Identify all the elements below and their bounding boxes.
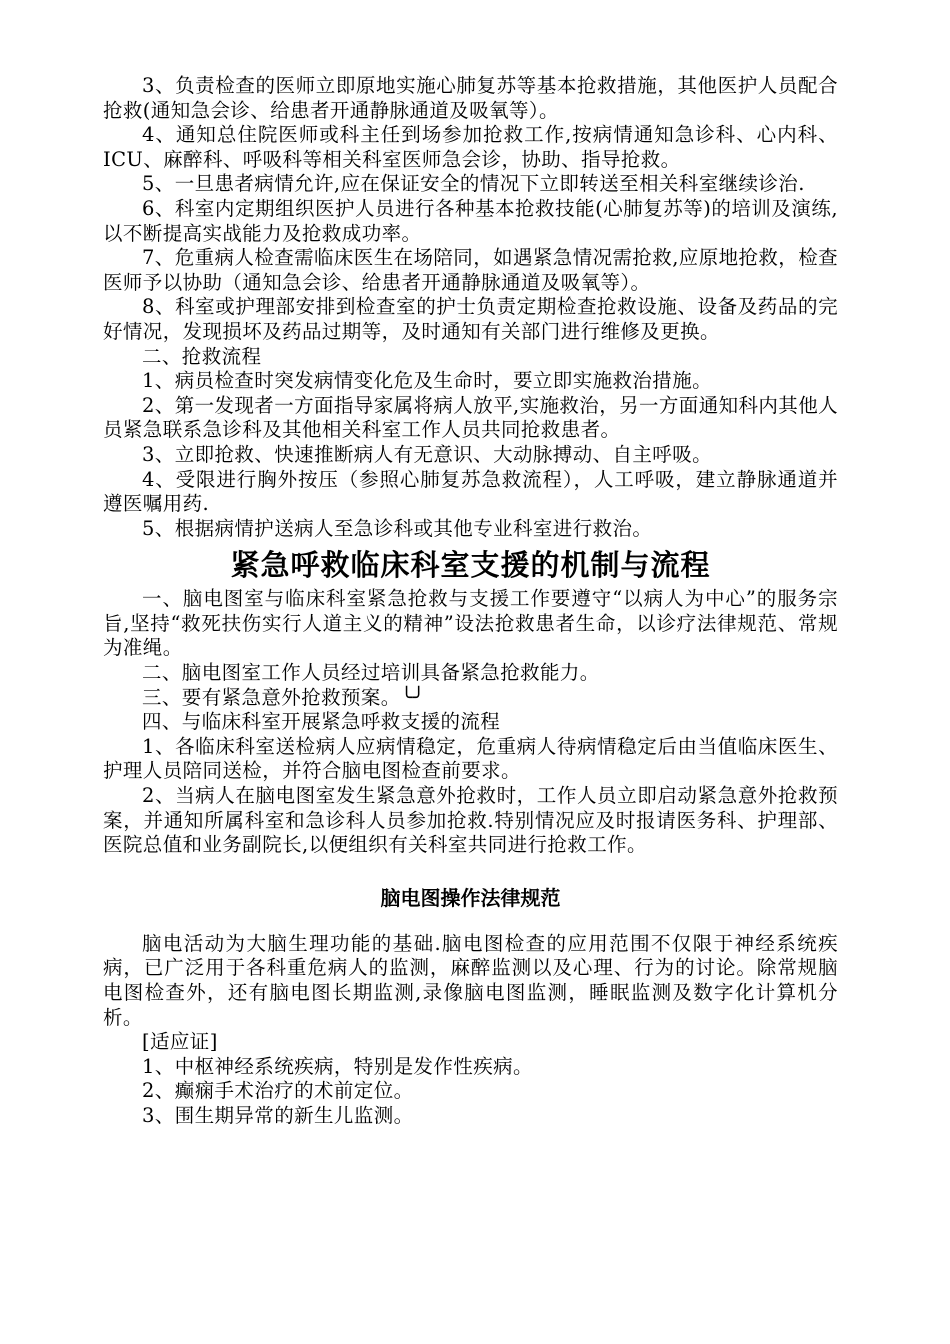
document-body	[103, 74, 838, 1129]
rescue-flow-item-2: 2、第一发现者一方面指导家属将病人放平,实施救治，另一方面通知科内其他人员紧急联系急诊科及其他相关科室工作人员共同抢救患者。	[103, 393, 839, 442]
indications-label: [适应证]	[142, 1030, 218, 1054]
eeg-section	[103, 932, 838, 1129]
indication-item-3: 3、围生期异常的新生儿监测。	[142, 1103, 414, 1127]
eeg-intro-paragraph: 脑电活动为大脑生理功能的基础.脑电图检查的应用范围不仅限于神经系统疾病，已广泛用于各科重危病人的监测，麻醉监测以及心理、行为的讨论。除常规脑电图检查外，还有脑电图长期监测,录像脑电图监测，睡眠监测及数字化计算机分析。	[103, 931, 838, 1029]
emergency-measures-list	[103, 74, 838, 345]
measure-item-5: 5、一旦患者病情允许,应在保证安全的情况下立即转送至相关科室继续诊治.	[142, 172, 805, 196]
support-paragraph-1: 一、脑电图室与临床科室紧急抢救与支援工作要遵守“以病人为中心”的服务宗旨,坚持“救死扶伤实行人道主义的精神”设法抢救患者生命，以诊疗法律规范、常规为准绳。	[103, 587, 838, 660]
rescue-flow-heading: 二、抢救流程	[142, 344, 262, 368]
support-paragraph-6: 2、当病人在脑电图室发生紧急意外抢救时，工作人员立即启动紧急意外抢救预案，并通知所属科室和急诊科人员参加抢救.特别情况应及时报请医务科、护理部、医院总值和业务副院长,以便组织有关科室共同进行抢救工作。	[103, 784, 838, 857]
support-mechanism-title: 紧急呼救临床科室支援的机制与流程	[230, 548, 711, 583]
rescue-flow-item-5: 5、根据病情护送病人至急诊科或其他专业科室进行救治。	[142, 516, 653, 540]
support-mechanism-section	[103, 587, 838, 858]
support-paragraph-2: 二、脑电图室工作人员经过培训具备紧急抢救能力。	[142, 661, 600, 685]
measure-item-4: 4、通知总住院医师或科主任到场参加抢救工作,按病情通知急诊科、心内科、ICU、麻醉科、呼吸科等相关科室医师急会诊，协助、指导抢救。	[103, 123, 838, 171]
rescue-flow-section	[103, 345, 838, 542]
indication-item-2: 2、癫痫手术治疗的术前定位。	[142, 1079, 414, 1103]
support-paragraph-3: 三、要有紧急意外抢救预案。╰╯	[142, 685, 425, 709]
measure-item-8: 8、科室或护理部安排到检查室的护士负责定期检查抢救设施、设备及药品的完好情况，发现损坏及药品过期等，及时通知有关部门进行维修及更换。	[103, 295, 838, 343]
support-paragraph-4: 四、与临床科室开展紧急呼救支援的流程	[142, 710, 501, 734]
support-paragraph-5: 1、各临床科室送检病人应病情稳定，危重病人待病情稳定后由当值临床医生、护理人员陪同送检，并符合脑电图检查前要求。	[103, 734, 838, 783]
rescue-flow-item-3: 3、立即抢救、快速推断病人有无意识、大动脉搏动、自主呼吸。	[142, 442, 713, 466]
measure-item-3: 3、负责检查的医师立即原地实施心肺复苏等基本抢救措施，其他医护人员配合抢救(通知急会诊、给患者开通静脉通道及吸氧等）。	[103, 74, 838, 122]
rescue-flow-item-1: 1、病员检查时突发病情变化危及生命时，要立即实施救治措施。	[142, 369, 713, 393]
measure-item-6: 6、科室内定期组织医护人员进行各种基本抢救技能(心肺复苏等)的培训及演练,以不断提高实战能力及抢救成功率。	[103, 196, 838, 245]
measure-item-7: 7、危重病人检查需临床医生在场陪同，如遇紧急情况需抢救,应原地抢救，检查医师予以协助（通知急会诊、给患者开通静脉通道及吸氧等）。	[103, 246, 839, 294]
eeg-regulation-title: 脑电图操作法律规范	[380, 885, 561, 910]
rescue-flow-item-4: 4、受限进行胸外按压（参照心肺复苏急救流程），人工呼吸，建立静脉通道并遵医嘱用药.	[103, 467, 838, 516]
indication-item-1: 1、中枢神经系统疾病，特别是发作性疾病。	[142, 1054, 533, 1078]
